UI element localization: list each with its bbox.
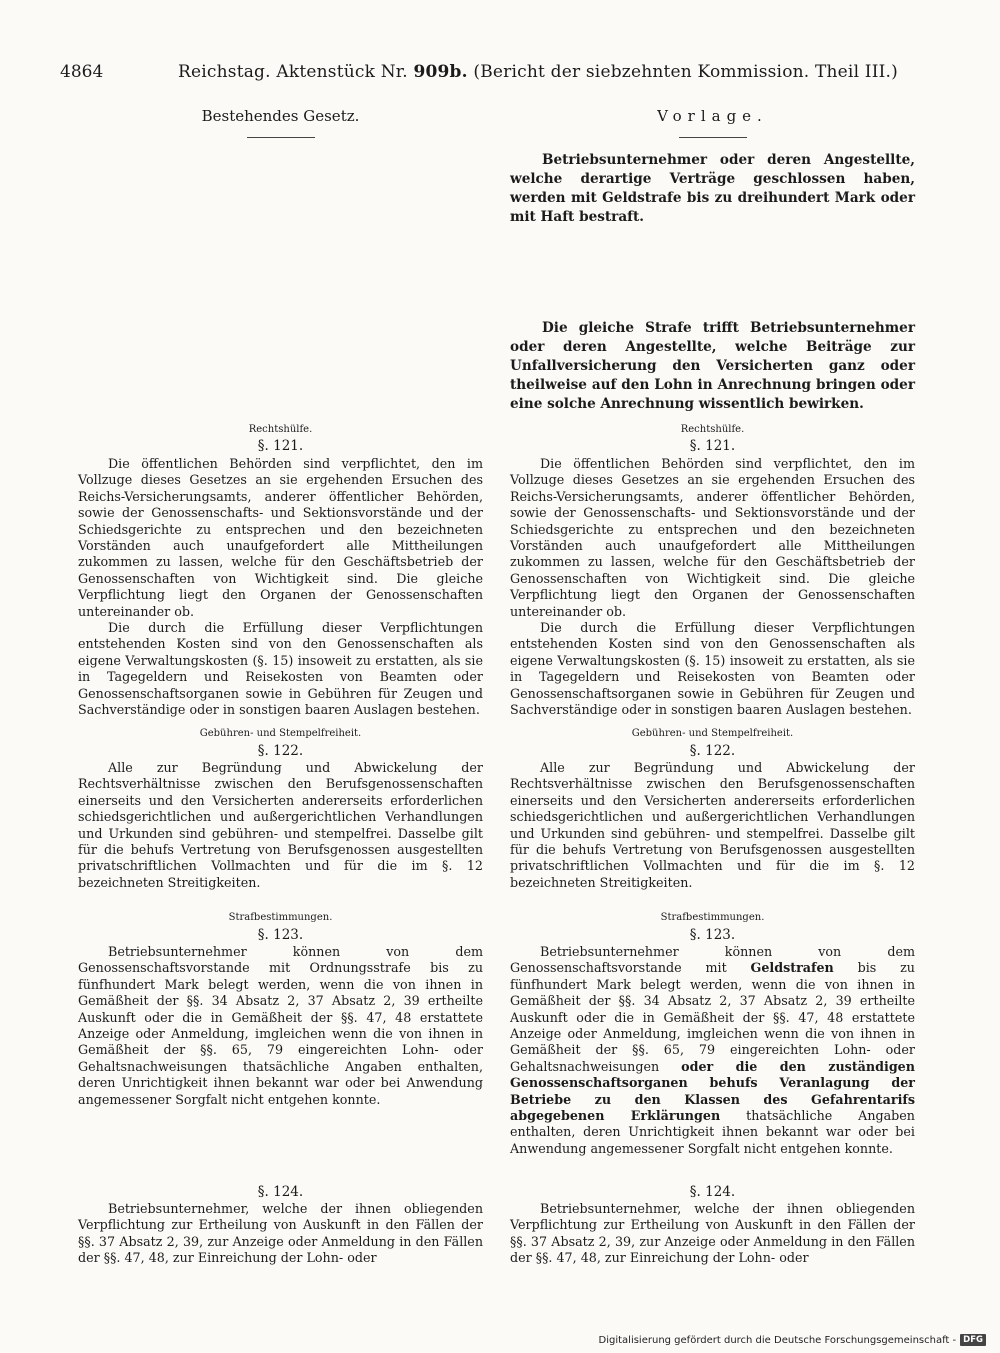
section-heading: Gebühren- und Stempelfreiheit.: [199, 728, 362, 739]
text-run: bis zu fünfhundert Mark belegt werden, wenn die von ihnen in Gemäßheit der §§. 34 Absatz 2, 37 Absatz 2, 39 ertheilte Auskunft oder die in Gemäßheit der §§. 47, 48 erstattete Anzeige oder Anmeldung, imgleichen wenn die von ihnen in Gemäßheit der §§. 65, 79 eingereichten Lohn- oder Gehaltsnachweisungen: [510, 960, 915, 1074]
paragraph-body: [510, 944, 915, 1157]
paragraph-text: Die durch die Erfüllung dieser Verpflichtungen entstehenden Kosten sind von den Genossenschaften als eigene Verwaltungskosten (§. 15) insoweit zu erstatten, als sie in Tagegeldern und Reisekosten von Beamten oder Genossenschaftsorganen sowie in Gebühren für Zeugen und Sachverständige oder in sonstigen baaren Auslagen bestehen.: [510, 620, 915, 718]
page-header: [60, 58, 940, 88]
column-existing-law: [78, 105, 483, 1266]
paragraph-number: §. 124.: [689, 1184, 736, 1200]
section-heading: Strafbestimmungen.: [228, 912, 333, 923]
paragraph-text: [510, 944, 915, 1157]
proposal-insert-text: Die gleiche Strafe trifft Betriebsunternehmer oder deren Angestellte, welche Beiträge zur Unfallversicherung den Versicherten ganz oder theilweise auf den Lohn in Anrechnung bringen oder eine solche Anrechnung wissentlich bewirken.: [510, 320, 915, 412]
column-proposal: [510, 105, 915, 1266]
running-title-prefix: Reichstag. Aktenstück Nr.: [178, 62, 408, 82]
page-number: 4864: [60, 62, 104, 82]
document-number: 909b.: [413, 62, 468, 82]
paragraph-text: Die durch die Erfüllung dieser Verpflichtungen entstehenden Kosten sind von den Genossenschaften als eigene Verwaltungskosten (§. 15) insoweit zu erstatten, als sie in Tagegeldern und Reisekosten von Beamten oder Genossenschaftsorganen sowie in Gebühren für Zeugen und Sachverständige oder in sonstigen baaren Auslagen bestehen.: [78, 620, 483, 718]
paragraph-body: [78, 944, 483, 1108]
section-heading: Gebühren- und Stempelfreiheit.: [631, 728, 794, 739]
digitization-footer: [599, 1334, 986, 1346]
paragraph-number: §. 123.: [689, 927, 736, 943]
text-run: thatsächliche Angaben enthalten, deren Unrichtigkeit ihnen bekannt war oder bei Anwendung angemessener Sorgfalt nicht entgehen konnte.: [510, 1108, 915, 1156]
paragraph-text: Alle zur Begründung und Abwickelung der Rechtsverhältnisse zwischen den Berufsgenossenschaften einerseits und den Versicherten andererseits erforderlichen schiedsgerichtlichen und außergerichtlichen Verhandlungen und Urkunden sind gebühren- und stempelfrei. Dasselbe gilt für die behufs Vertretung von Berufsgenossen ausgestellten privatschriftlichen Vollmachten und für die im §. 12 bezeichneten Streitigkeiten.: [78, 760, 483, 890]
paragraph-body: [78, 1201, 483, 1267]
section-heading: Strafbestimmungen.: [660, 912, 765, 923]
amended-text: oder die den zuständigen Genossenschaftsorganen behufs Veranlagung der Betriebe zu den Klassen des Gefahrentarifs abgegebenen Erklärungen: [510, 1058, 915, 1124]
paragraph-text: Die öffentlichen Behörden sind verpflichtet, den im Vollzuge dieses Gesetzes an sie ergehenden Ersuchen des Reichs-Versicherungsamts, anderer öffentlicher Behörden, sowie der Genossenschafts- und Sektionsvorstände und der Schiedsgerichte zu entsprechen und den bezeichneten Vorständen auch unaufgefordert alle Mittheilungen zukommen zu lassen, welche für den Geschäftsbetrieb der Genossenschaften von Wichtigkeit sind. Die gleiche Verpflichtung liegt den Organen der Genossenschaften untereinander ob.: [78, 456, 483, 619]
proposal-insert-text: Betriebsunternehmer oder deren Angestellte, welche derartige Verträge geschlossen haben, werden mit Geldstrafe bis zu dreihundert Mark oder mit Haft bestraft.: [510, 152, 915, 225]
section-heading: Rechtshülfe.: [680, 424, 745, 435]
title-rule: [679, 137, 747, 138]
text-run: Betriebsunternehmer können von dem Genossenschaftsvorstande mit: [510, 944, 915, 976]
running-title: [178, 62, 898, 82]
running-title-suffix: (Bericht der siebzehnten Kommission. Theil III.): [473, 62, 898, 82]
paragraph-text: Betriebsunternehmer können von dem Genossenschaftsvorstande mit Ordnungsstrafe bis zu fünfhundert Mark belegt werden, wenn die von ihnen in Gemäßheit der §§. 34 Absatz 2, 37 Absatz 2, 39 ertheilte Auskunft oder die in Gemäßheit der §§. 47, 48 erstattete Anzeige oder Anmeldung, imgleichen wenn die von ihnen in Gemäßheit der §§. 65, 79 eingereichten Lohn- oder Gehaltsnachweisungen thatsächliche Angaben enthalten, deren Unrichtigkeit ihnen bekannt war oder bei Anwendung angemessener Sorgfalt nicht entgehen konnte.: [78, 944, 483, 1107]
paragraph-body: [78, 456, 483, 719]
paragraph-number: §. 121.: [689, 438, 736, 454]
title-rule: [247, 137, 315, 138]
column-title: Vorlage.: [657, 107, 768, 125]
paragraph-text: Alle zur Begründung und Abwickelung der Rechtsverhältnisse zwischen den Berufsgenossenschaften einerseits und den Versicherten andererseits erforderlichen schiedsgerichtlichen und außergerichtlichen Verhandlungen und Urkunden sind gebühren- und stempelfrei. Dasselbe gilt für die behufs Vertretung von Berufsgenossen ausgestellten privatschriftlichen Vollmachten und für die im §. 12 bezeichneten Streitigkeiten.: [510, 760, 915, 890]
paragraph-number: §. 121.: [257, 438, 304, 454]
amended-text: Geldstrafen: [750, 960, 834, 976]
paragraph-body: [510, 1201, 915, 1267]
dfg-logo: DFG: [960, 1334, 986, 1346]
paragraph-number: §. 124.: [257, 1184, 304, 1200]
paragraph-text: Die öffentlichen Behörden sind verpflichtet, den im Vollzuge dieses Gesetzes an sie ergehenden Ersuchen des Reichs-Versicherungsamts, anderer öffentlicher Behörden, sowie der Genossenschafts- und Sektionsvorstände und der Schiedsgerichte zu entsprechen und den bezeichneten Vorständen auch unaufgefordert alle Mittheilungen zukommen zu lassen, welche für den Geschäftsbetrieb der Genossenschaften von Wichtigkeit sind. Die gleiche Verpflichtung liegt den Organen der Genossenschaften untereinander ob.: [510, 456, 915, 619]
paragraph-number: §. 122.: [257, 743, 304, 759]
paragraph-number: §. 123.: [257, 927, 304, 943]
paragraph-body: [510, 456, 915, 719]
paragraph-text: Betriebsunternehmer, welche der ihnen obliegenden Verpflichtung zur Ertheilung von Auskunft in den Fällen der §§. 37 Absatz 2, 39, zur Anzeige oder Anmeldung in den Fällen der §§. 47, 48, zur Einreichung der Lohn- oder: [78, 1201, 483, 1266]
paragraph-body: [510, 760, 915, 891]
paragraph-text: Betriebsunternehmer, welche der ihnen obliegenden Verpflichtung zur Ertheilung von Auskunft in den Fällen der §§. 37 Absatz 2, 39, zur Anzeige oder Anmeldung in den Fällen der §§. 47, 48, zur Einreichung der Lohn- oder: [510, 1201, 915, 1266]
paragraph-number: §. 122.: [689, 743, 736, 759]
paragraph-body: [78, 760, 483, 891]
section-heading: Rechtshülfe.: [248, 424, 313, 435]
footer-text: Digitalisierung gefördert durch die Deutsche Forschungsgemeinschaft -: [598, 1334, 957, 1346]
column-title: Bestehendes Gesetz.: [201, 107, 360, 125]
